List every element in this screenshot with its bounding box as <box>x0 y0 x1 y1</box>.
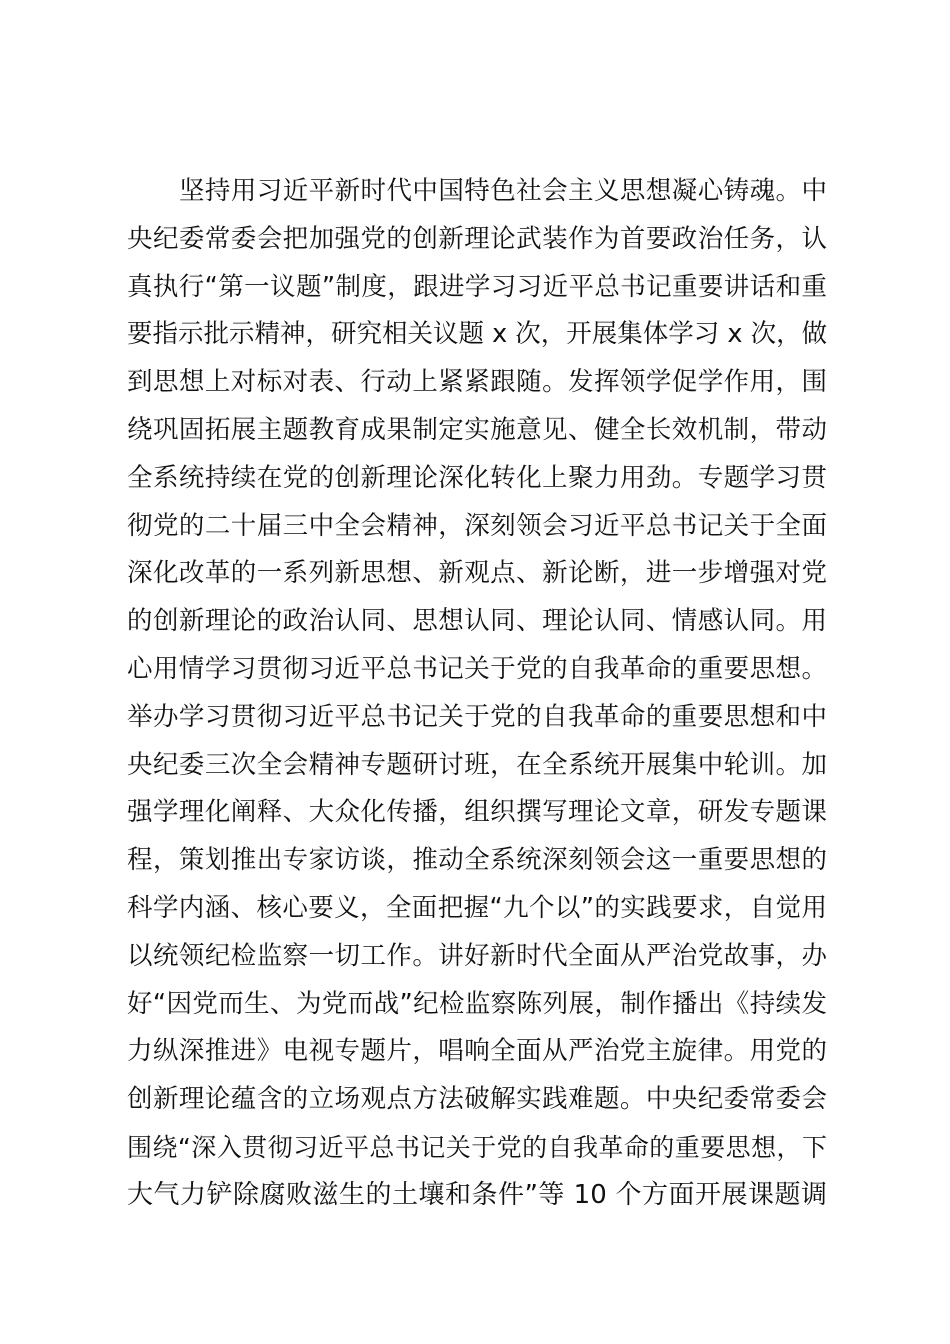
paragraph-line: 心用情学习贯彻习近平总书记关于党的自我革命的重要思想。 <box>127 653 827 684</box>
paragraph-line: 要指示批示精神，研究相关议题 x 次，开展集体学习 x 次，做 <box>127 319 828 350</box>
paragraph-line: 深化改革的一系列新思想、新观点、新论断，进一步增强对党 <box>127 558 827 589</box>
paragraph-line: 的创新理论的政治认同、思想认同、理论认同、情感认同。用 <box>127 606 827 637</box>
paragraph-line: 程，策划推出专家访谈，推动全系统深刻领会这一重要思想的 <box>127 845 827 876</box>
paragraph-line: 央纪委常委会把加强党的创新理论武装作为首要政治任务，认 <box>127 223 827 254</box>
paragraph-line: 绕巩固拓展主题教育成果制定实施意见、健全长效机制，带动 <box>127 414 827 445</box>
body-paragraph <box>127 168 827 1220</box>
paragraph-line: 力纵深推进》电视专题片，唱响全面从严治党主旋律。用党的 <box>127 1036 827 1067</box>
paragraph-line: 举办学习贯彻习近平总书记关于党的自我革命的重要思想和中 <box>127 701 827 732</box>
paragraph-line: 围绕“深入贯彻习近平总书记关于党的自我革命的重要思想，下 <box>127 1132 827 1162</box>
paragraph-line: 科学内涵、核心要义，全面把握“九个以”的实践要求，自觉用 <box>127 892 827 923</box>
paragraph-line: 真执行“第一议题”制度，跟进学习习近平总书记重要讲话和重 <box>127 271 827 302</box>
paragraph-line: 创新理论蕴含的立场观点方法破解实践难题。中央纪委常委会 <box>127 1084 827 1115</box>
paragraph-line: 全系统持续在党的创新理论深化转化上聚力用劲。专题学习贯 <box>127 462 827 493</box>
paragraph-line: 强学理化阐释、大众化传播，组织撰写理论文章，研发专题课 <box>127 797 827 828</box>
paragraph-line: 以统领纪检监察一切工作。讲好新时代全面从严治党故事，办 <box>127 940 827 971</box>
paragraph-line: 好“因党而生、为党而战”纪检监察陈列展，制作播出《持续发 <box>127 988 827 1019</box>
paragraph-line: 大气力铲除腐败滋生的土壤和条件”等 10 个方面开展课题调 <box>127 1179 827 1210</box>
paragraph-line: 央纪委三次全会精神专题研讨班，在全系统开展集中轮训。加 <box>127 749 827 780</box>
paragraph-line: 坚持用习近平新时代中国特色社会主义思想凝心铸魂。中 <box>179 176 827 206</box>
paragraph-line: 彻党的二十届三中全会精神，深刻领会习近平总书记关于全面 <box>127 510 827 541</box>
paragraph-line: 到思想上对标对表、行动上紧紧跟随。发挥领学促学作用，围 <box>127 367 827 398</box>
